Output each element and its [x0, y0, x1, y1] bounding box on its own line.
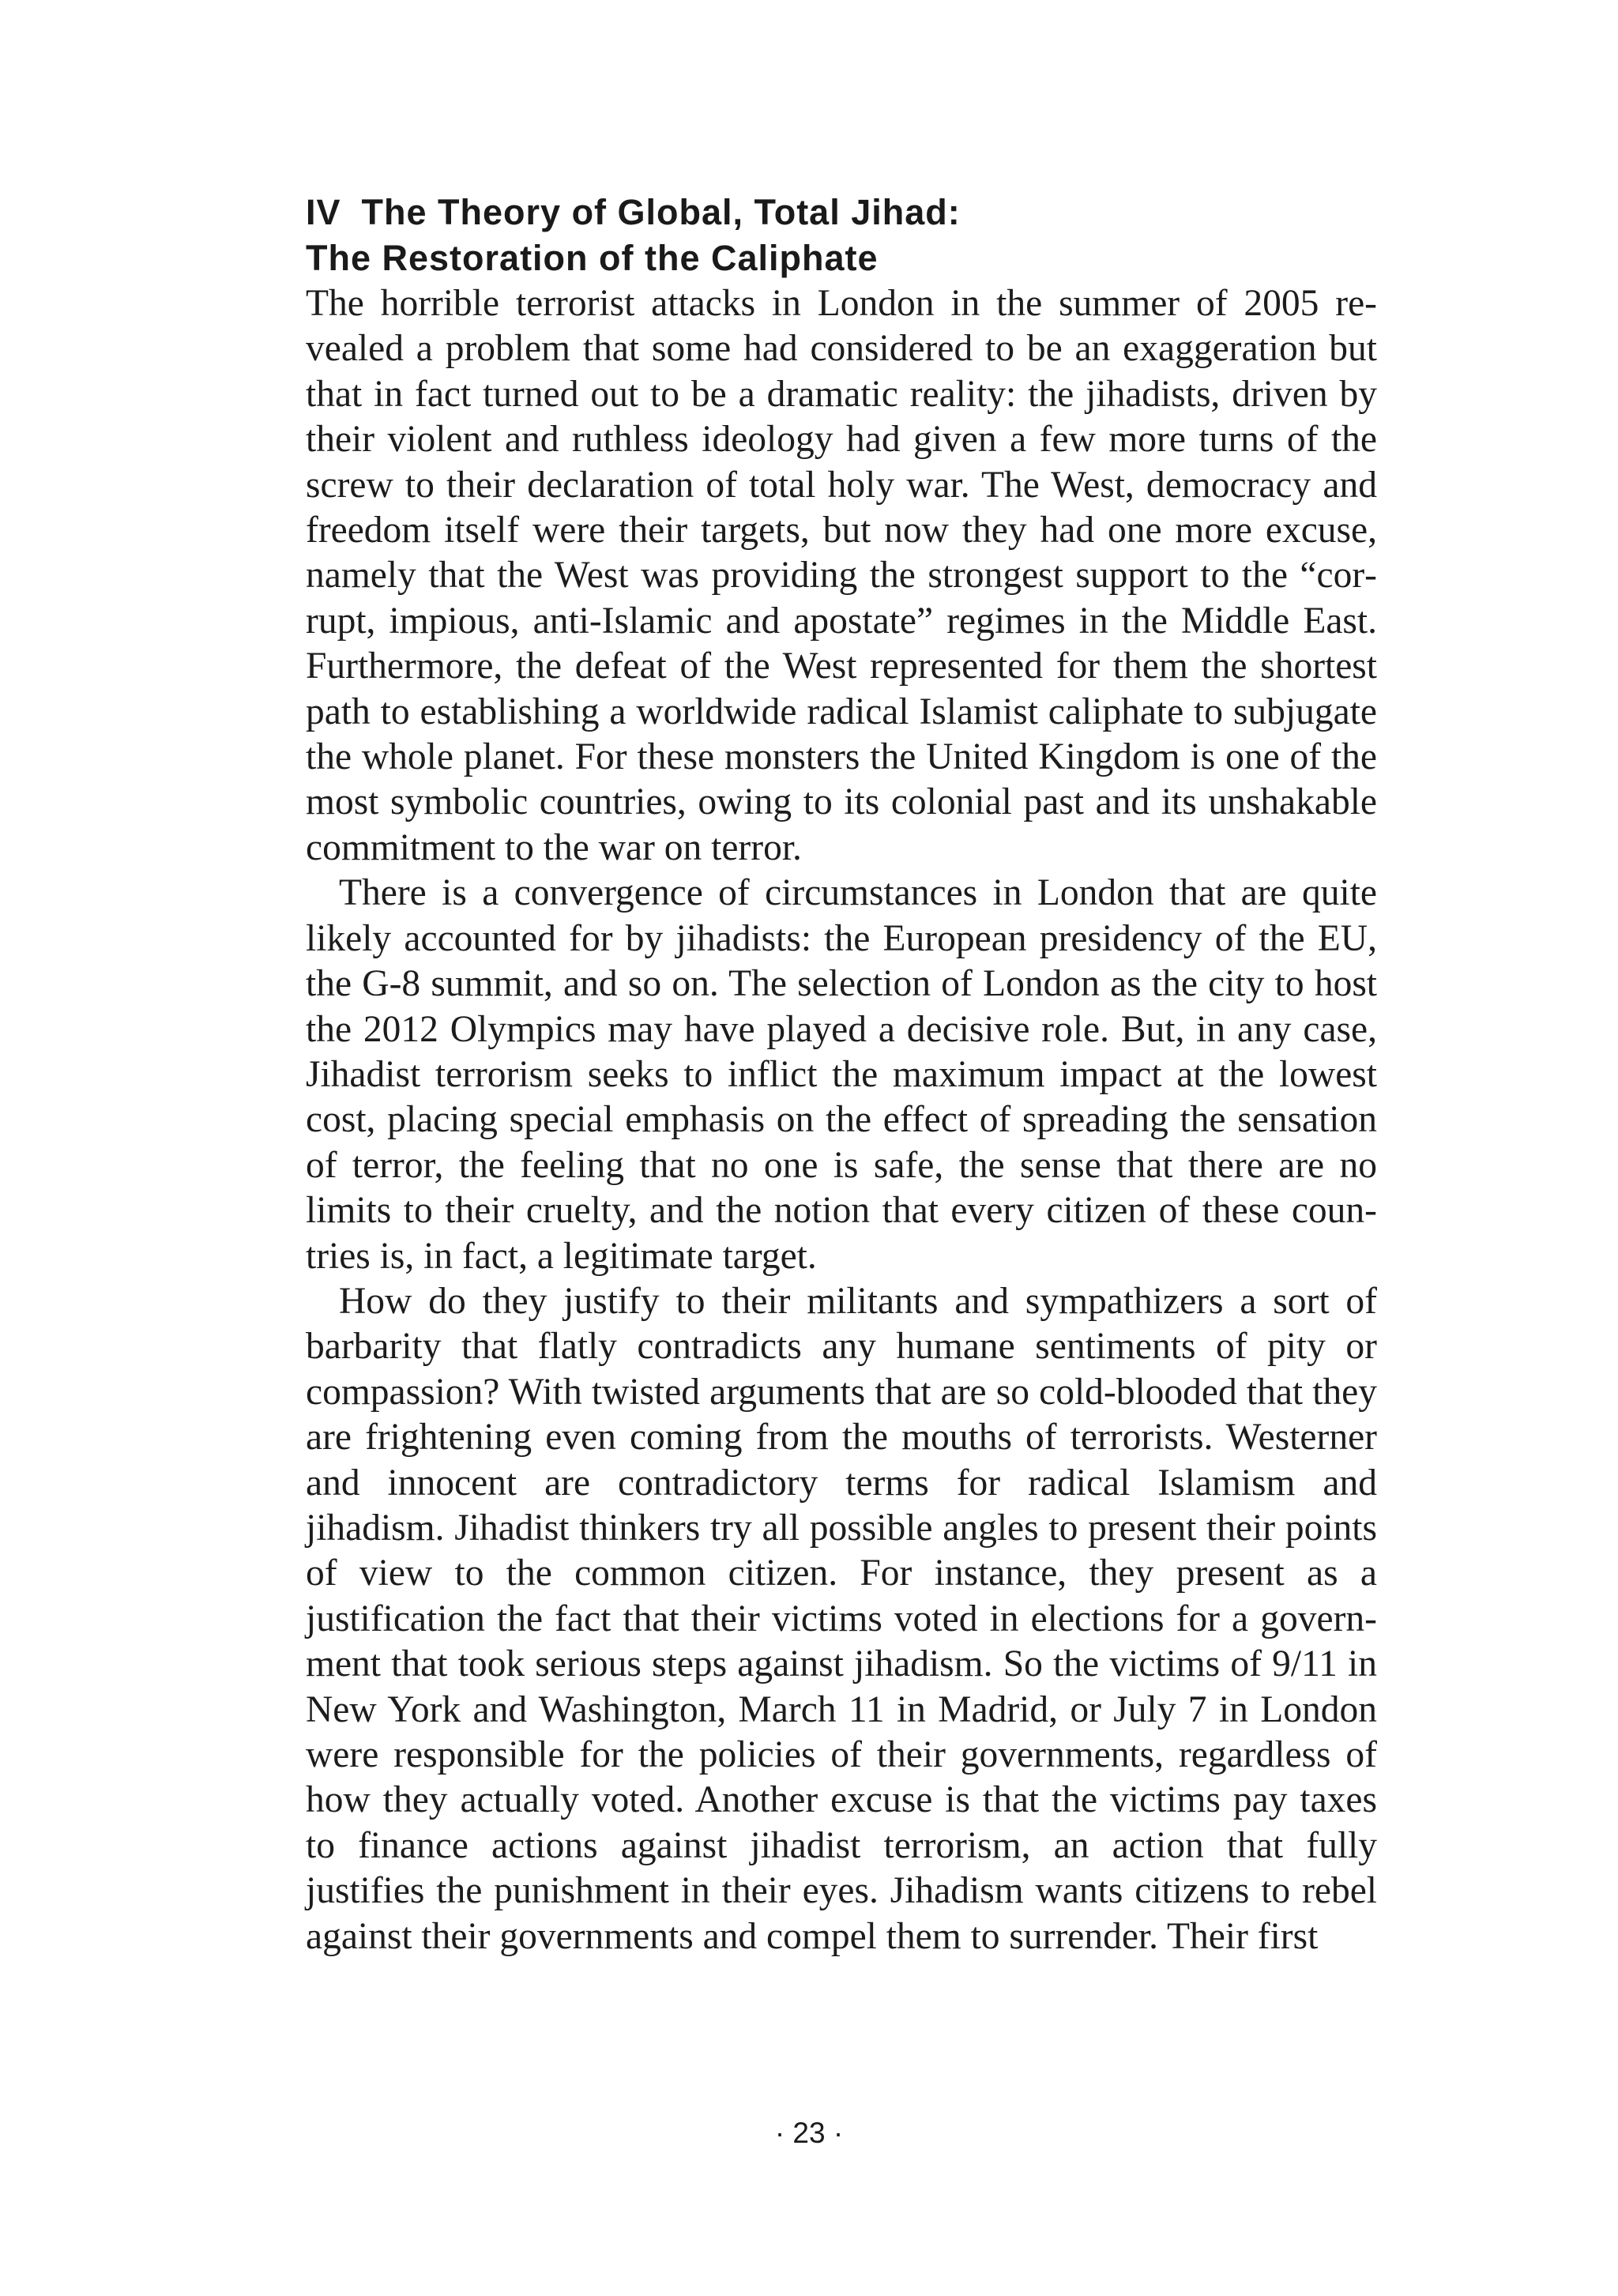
page-number: · 23 ·: [774, 2117, 844, 2149]
paragraph-3: How do they justify to their militants and sympathizers a sort of barbarity that flatly contradicts any humane sentiments of pity or compassion? With twisted arguments that are so cold-blooded that they are frightening even coming from the mouths of terrorists. Westerner and innocent are contradictory terms for radical Islamism and jihadism. Jihadist thinkers try all possible angles to present their points of view to the common citizen. For instance, they present as a justification the fact that their victims voted in elections for a government that took serious steps against jihadism. So the victims of 9/11 in New York and Washington, March 11 in Madrid, or July 7 in London were responsible for the policies of their governments, regardless of how they actually voted. Another excuse is that the victims pay taxes to finance actions against jihadist terrorism, an action that fully justifies the punishment in their eyes. Jihadism wants citizens to rebel against their governments and compel them to surrender. Their first: [306, 1280, 1377, 1957]
chapter-heading: [306, 190, 1377, 281]
chapter-number: IV: [306, 192, 341, 232]
paragraph-2: There is a convergence of circumstances in London that are quite likely accounted for by jihadists: the European presidency of the EU, the G-8 summit, and so on. The selection of London as the city to host the 2012 Olympics may have played a decisive role. But, in any case, Jihadist terrorism seeks to inflict the maximum impact at the lowest cost, placing special emphasis on the effect of spreading the sensation of terror, the feeling that no one is safe, the sense that there are no limits to their cruelty, and the notion that every citizen of these countries is, in fact, a legitimate target.: [306, 872, 1377, 1277]
chapter-title-line1: The Theory of Global, Total Jihad:: [361, 192, 961, 232]
paragraph-1: The horrible terrorist attacks in London in the summer of 2005 revealed a problem that some had considered to be an exaggeration but that in fact turned out to be a dramatic reality: the jihadists, driven by their violent and ruthless ideology had given a few more turns of the screw to their declaration of total holy war. The West, democracy and freedom itself were their targets, but now they had one more excuse, namely that the West was providing the strongest support to the “corrupt, impious, anti-Islamic and apostate” regimes in the Middle East. Furthermore, the defeat of the West represented for them the shortest path to establishing a worldwide radical Islamist caliphate to subjugate the whole planet. For these monsters the United Kingdom is one of the most symbolic countries, owing to its colonial past and its unshakable commitment to the war on terror.: [306, 283, 1377, 868]
text-block: [306, 190, 1377, 1959]
chapter-heading-line1: [306, 190, 1377, 235]
chapter-title-line2: The Restoration of the Caliphate: [306, 238, 879, 278]
